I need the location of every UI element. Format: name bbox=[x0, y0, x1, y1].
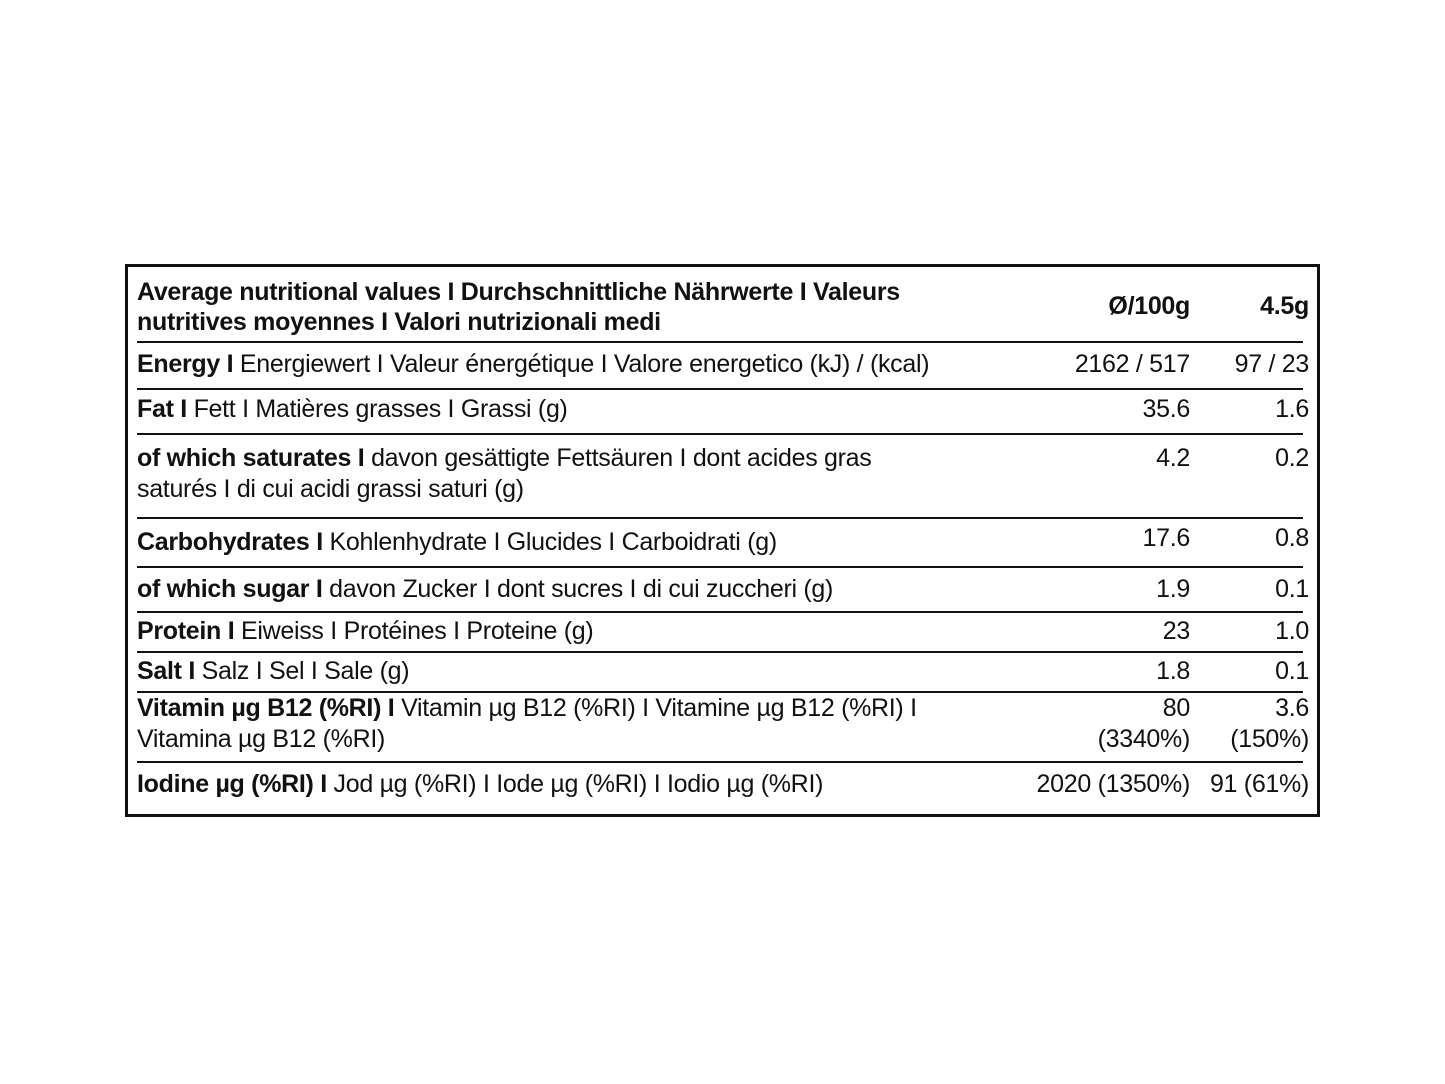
value-per-100g: 2020 (1350%) bbox=[1036, 770, 1190, 798]
nutrition-table bbox=[125, 264, 1320, 817]
separator: I bbox=[226, 350, 234, 378]
table-row-fat bbox=[137, 390, 1309, 435]
row-label-rest: Kohlenhydrate I Glucides I Carboidrati (g) bbox=[322, 528, 777, 556]
table-row-iodine bbox=[137, 763, 1309, 810]
value-per-serving-line-2: (150%) bbox=[1230, 725, 1309, 753]
value-per-serving bbox=[1190, 693, 1309, 755]
value-per-serving: 1.0 bbox=[1275, 617, 1309, 645]
value-per-serving: 0.2 bbox=[1275, 444, 1309, 472]
row-label-bold: Fat bbox=[137, 395, 174, 423]
header-label-line-1: Average nutritional values I Durchschnittliche Nährwerte I Valeurs bbox=[137, 278, 900, 306]
separator: I bbox=[180, 395, 187, 423]
value-per-100g-line-2: (3340%) bbox=[1097, 725, 1190, 753]
row-label-bold: Iodine µg (%RI) bbox=[137, 770, 314, 798]
value-per-100g-line-1: 80 bbox=[1162, 694, 1190, 722]
row-label-rest: Vitamin µg B12 (%RI) I Vitamine µg B12 (%RI) I bbox=[394, 694, 917, 722]
header-per-serving: 4.5g bbox=[1260, 292, 1309, 320]
value-per-serving: 1.6 bbox=[1275, 395, 1309, 423]
header-label bbox=[137, 277, 1025, 337]
table-row-carbohydrates bbox=[137, 519, 1309, 568]
row-label-bold: Vitamin µg B12 (%RI) bbox=[137, 694, 382, 722]
row-label bbox=[137, 574, 1025, 605]
value-per-serving: 0.8 bbox=[1275, 524, 1309, 552]
row-label-rest: davon gesättigte Fettsäuren I dont acides gras bbox=[364, 444, 872, 472]
row-label-rest: Energiewert I Valeur énergétique I Valore energetico (kJ) / (kcal) bbox=[233, 350, 930, 378]
table-header-row bbox=[137, 267, 1309, 343]
value-per-serving-line-1: 3.6 bbox=[1275, 694, 1309, 722]
table-row-vitamin-b12 bbox=[137, 693, 1309, 763]
row-label-rest: Fett I Matières grasses I Grassi (g) bbox=[186, 395, 568, 423]
separator: I bbox=[387, 694, 395, 722]
header-per-100g: Ø/100g bbox=[1108, 292, 1190, 320]
row-label bbox=[137, 443, 1025, 505]
value-per-serving: 91 (61%) bbox=[1209, 770, 1309, 798]
separator: I bbox=[357, 444, 365, 472]
value-per-100g: 23 bbox=[1162, 617, 1190, 645]
table-row-sugar bbox=[137, 568, 1309, 613]
value-per-100g bbox=[1025, 693, 1190, 755]
value-per-100g: 4.2 bbox=[1156, 444, 1190, 472]
value-per-serving: 0.1 bbox=[1275, 657, 1309, 685]
separator: I bbox=[316, 528, 323, 556]
row-label bbox=[137, 616, 1025, 647]
row-label-line-2: Vitamina µg B12 (%RI) bbox=[137, 725, 386, 753]
separator: I bbox=[188, 657, 195, 685]
row-label bbox=[137, 769, 1025, 800]
value-per-100g: 2162 / 517 bbox=[1074, 350, 1190, 378]
value-per-100g: 1.9 bbox=[1156, 575, 1190, 603]
separator: I bbox=[227, 617, 235, 645]
row-label-bold: Carbohydrates bbox=[137, 528, 310, 556]
row-label-bold: Protein bbox=[137, 617, 222, 645]
row-label bbox=[137, 693, 1025, 755]
table-row-saturates bbox=[137, 435, 1309, 519]
row-label-bold: Salt bbox=[137, 657, 182, 685]
value-per-100g: 17.6 bbox=[1142, 524, 1190, 552]
row-label-rest: Jod µg (%RI) I Iode µg (%RI) I Iodio µg (%RI) bbox=[326, 770, 824, 798]
row-label-bold: of which saturates bbox=[137, 444, 352, 472]
value-per-100g: 35.6 bbox=[1142, 395, 1190, 423]
table-row-salt bbox=[137, 653, 1309, 693]
table-row-protein bbox=[137, 613, 1309, 653]
row-label-line-2: saturés I di cui acidi grassi saturi (g) bbox=[137, 475, 524, 503]
header-label-line-2: nutritives moyennes I Valori nutrizionali medi bbox=[137, 308, 661, 336]
value-per-serving: 0.1 bbox=[1275, 575, 1309, 603]
separator: I bbox=[320, 770, 327, 798]
row-label-rest: Salz I Sel I Sale (g) bbox=[194, 657, 410, 685]
row-label-rest: Eiweiss I Protéines I Proteine (g) bbox=[234, 617, 594, 645]
row-label bbox=[137, 527, 1025, 558]
row-label-bold: Energy bbox=[137, 350, 220, 378]
row-label bbox=[137, 349, 1025, 380]
row-label-bold: of which sugar bbox=[137, 575, 310, 603]
value-per-100g: 1.8 bbox=[1156, 657, 1190, 685]
value-per-serving: 97 / 23 bbox=[1234, 350, 1309, 378]
row-label bbox=[137, 656, 1025, 687]
table-row-energy bbox=[137, 343, 1309, 390]
separator: I bbox=[315, 575, 323, 603]
row-label bbox=[137, 394, 1025, 425]
row-label-rest: davon Zucker I dont sucres I di cui zuccheri (g) bbox=[322, 575, 834, 603]
